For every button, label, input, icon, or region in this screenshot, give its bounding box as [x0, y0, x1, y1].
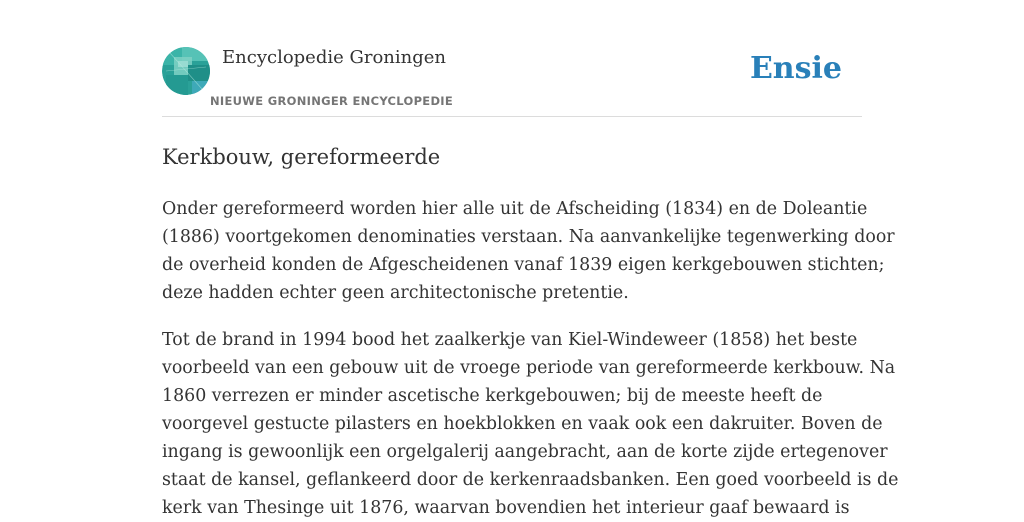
article-title: Kerkbouw, gereformeerde [162, 145, 441, 169]
site-header [162, 0, 862, 117]
paragraph-line: voorbeeld van een gebouw uit de vroege periode van gereformeerde kerkbouw. Na [162, 358, 896, 378]
paragraph-line: voorgevel gestucte pilasters en hoekblokken en vaak ook een dakruiter. Boven de [162, 414, 883, 434]
paragraph-line: ingang is gewoonlijk een orgelgalerij aangebracht, aan de korte zijde ertegenover [162, 442, 888, 462]
page-container [162, 0, 899, 522]
paragraph-line: 1860 verrezen er minder ascetische kerkgebouwen; bij de meeste heeft de [162, 386, 823, 406]
brand-logo[interactable]: Ensie [749, 51, 842, 86]
paragraph-line: (1886) voortgekomen denominaties verstaan. Na aanvankelijke tegenwerking door [162, 227, 895, 247]
paragraph-line: staat de kansel, geflankeerd door de kerkenraadsbanken. Een goed voorbeeld is de [162, 470, 899, 490]
site-title[interactable]: Encyclopedie Groningen [222, 47, 447, 68]
paragraph-line: deze hadden echter geen architectonische pretentie. [162, 283, 629, 303]
article [162, 143, 899, 522]
site-subtitle: NIEUWE GRONINGER ENCYCLOPEDIE [210, 94, 454, 108]
article-paragraph [162, 326, 899, 522]
map-logo-icon[interactable] [162, 47, 210, 95]
paragraph-line: kerk van Thesinge uit 1876, waarvan bovendien het interieur gaaf bewaard is [162, 498, 850, 518]
paragraph-line: Tot de brand in 1994 bood het zaalkerkje van Kiel-Windeweer (1858) het beste [162, 330, 858, 350]
paragraph-line: Onder gereformeerd worden hier alle uit de Afscheiding (1834) en de Doleantie [162, 199, 868, 219]
article-paragraph [162, 195, 895, 307]
paragraph-line: de overheid konden de Afgescheidenen vanaf 1839 eigen kerkgebouwen stichten; [162, 255, 885, 275]
